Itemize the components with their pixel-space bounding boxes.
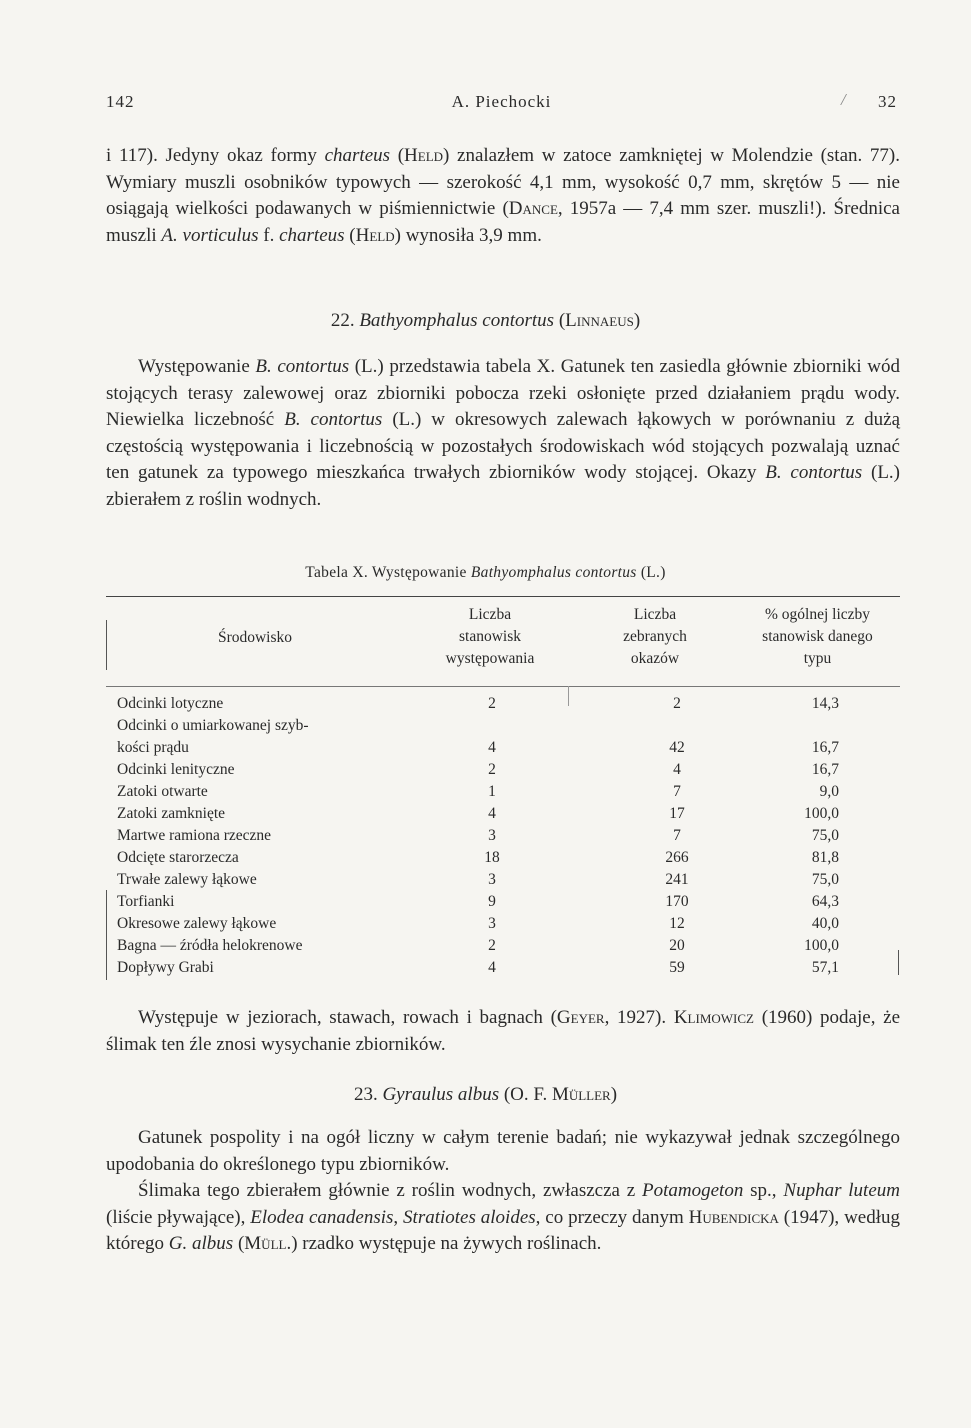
percent-cell: 75,0 <box>811 827 839 844</box>
sites-cell: 18 <box>484 849 500 866</box>
specimens-cell: 241 <box>665 871 689 888</box>
col-header-environment: Środowisko <box>217 629 293 646</box>
section-heading-22: 22. Bathyomphalus contortus (Linnaeus) <box>330 310 641 331</box>
specimens-cell: 17 <box>669 805 685 822</box>
section-heading-23: 23. Gyraulus albus (O. F. Müller) <box>353 1084 618 1105</box>
table-row <box>117 957 895 979</box>
env-cell: Odcięte starorzecza <box>117 849 239 866</box>
sites-cell: 2 <box>488 695 496 712</box>
sites-cell: 3 <box>488 915 496 932</box>
sites-cell: 3 <box>488 871 496 888</box>
albus-sentence-1: Gatunek pospolity i na ogół liczny w całym terenie badań; nie wykazywał jednak szczególnego upodobania do określonego typu zbiorników. <box>106 1127 900 1175</box>
paragraph-albus <box>106 1125 900 1258</box>
sites-cell: 4 <box>488 959 496 976</box>
paragraph-contortus: Występowanie B. contortus (L.) przedstawia tabela X. Gatunek ten zasiedla głównie zbiorniki wód stojących terasy zalewowej oraz zbiorniki pobocza rzeki osłonięte przed działaniem prądu wody. Niewielka liczebność B. contortus (L.) w okresowych zalewach łąkowych w porównaniu z dużą częstością występowania i liczebnością w pozostałych środowiskach wód stojących pozwalają uznać ten gatunek za typowego mieszkańca trwałych zbiorników wody stojącej. Okazy B. contortus (L.) zbierałem z roślin wodnych. <box>106 356 901 510</box>
running-header <box>106 92 897 120</box>
table-row <box>117 825 895 847</box>
env-cell: Odcinki lotyczne <box>117 695 224 712</box>
env-cell: Dopływy Grabi <box>117 959 214 976</box>
percent-cell: 100,0 <box>804 805 839 822</box>
env-cell: Odcinki o umiarkowanej szyb- <box>117 717 309 734</box>
table-row <box>117 715 895 737</box>
env-cell: Okresowe zalewy łąkowe <box>117 915 277 932</box>
table-row <box>117 803 895 825</box>
sites-cell: 2 <box>488 761 496 778</box>
env-cell: Zatoki zamknięte <box>117 805 226 822</box>
sites-cell: 3 <box>488 827 496 844</box>
table-top-rule <box>106 596 900 597</box>
env-cell: Zatoki otwarte <box>117 783 208 800</box>
header-author: A. Piechocki <box>451 92 552 111</box>
table-row <box>117 693 895 715</box>
table-row <box>117 935 895 957</box>
percent-cell: 14,3 <box>811 695 839 712</box>
table-row <box>117 759 895 781</box>
table-row <box>117 913 895 935</box>
env-cell: Odcinki lenityczne <box>117 761 235 778</box>
volume-number: 32 <box>878 92 897 111</box>
margin-mark: / <box>841 90 847 109</box>
table-left-border-lower <box>106 890 107 980</box>
table-header-rule <box>106 686 900 687</box>
paragraph-charteus: i 117). Jedyny okaz formy charteus (Held) znalazłem w zatoce zamkniętej w Molendzie (stan. 77). Wymiary muszli osobników typowych — szerokość 4,1 mm, wysokość 0,7 mm, skrętów 5 — nie osiągają wielkości podawanych w piśmiennictwie (Dance, 1957a — 7,4 mm szer. muszli!). Średnica muszli A. vorticulus f. charteus (Held) wynosiła 3,9 mm. <box>106 145 901 246</box>
percent-cell: 9,0 <box>819 783 839 800</box>
page-number: 142 <box>106 92 135 111</box>
sites-cell: 4 <box>488 739 496 756</box>
sites-cell: 2 <box>488 937 496 954</box>
sites-cell: 1 <box>488 783 496 800</box>
specimens-cell: 2 <box>673 695 681 712</box>
specimens-cell: 170 <box>665 893 689 910</box>
col-header-sites: Liczba stanowisk występowania <box>445 606 535 667</box>
table-caption: Tabela X. Występowanie Bathyomphalus contortus (L.) <box>305 564 666 581</box>
percent-cell: 16,7 <box>811 739 839 756</box>
paragraph-habitat: Występuje w jeziorach, stawach, rowach i bagnach (Geyer, 1927). Klimowicz (1960) podaje, że ślimak ten źle znosi wysychanie zbiorników. <box>106 1007 901 1055</box>
col-header-specimens: Liczba zebranych okazów <box>623 606 687 667</box>
specimens-cell: 7 <box>673 783 681 800</box>
specimens-cell: 4 <box>673 761 681 778</box>
specimens-cell: 20 <box>669 937 685 954</box>
env-cell: Trwałe zalewy łąkowe <box>117 871 257 888</box>
specimens-cell: 42 <box>669 739 685 756</box>
specimens-cell: 7 <box>673 827 681 844</box>
percent-cell: 75,0 <box>811 871 839 888</box>
env-cell: Bagna — źródła helokrenowe <box>117 937 303 954</box>
table-left-border <box>106 620 107 670</box>
sites-cell: 9 <box>488 893 496 910</box>
table-row <box>117 781 895 803</box>
specimens-cell: 59 <box>669 959 685 976</box>
percent-cell: 57,1 <box>811 959 839 976</box>
table-row <box>117 737 895 759</box>
percent-cell: 40,0 <box>811 915 839 932</box>
table-row <box>117 869 895 891</box>
sites-cell: 4 <box>488 805 496 822</box>
specimens-cell: 266 <box>665 849 689 866</box>
percent-cell: 100,0 <box>804 937 839 954</box>
percent-cell: 81,8 <box>811 849 839 866</box>
env-cell: kości prądu <box>117 739 189 756</box>
env-cell: Torfianki <box>117 893 175 910</box>
percent-cell: 16,7 <box>811 761 839 778</box>
col-header-percent: % ogólnej liczby stanowisk danego typu <box>762 606 873 667</box>
albus-sentence-2: Ślimaka tego zbierałem głównie z roślin wodnych, zwłaszcza z Potamogeton sp., Nuphar luteum (liście pływające), Elodea canadensis, Stratiotes aloides, co przeczy danym Hubendicka (1947), według którego G. albus (Müll.) rzadko występuje na żywych roślinach. <box>106 1180 900 1254</box>
table-row <box>117 891 895 913</box>
table-right-border <box>898 950 899 975</box>
specimens-cell: 12 <box>669 915 685 932</box>
percent-cell: 64,3 <box>811 893 839 910</box>
env-cell: Martwe ramiona rzeczne <box>117 827 272 844</box>
table-row <box>117 847 895 869</box>
